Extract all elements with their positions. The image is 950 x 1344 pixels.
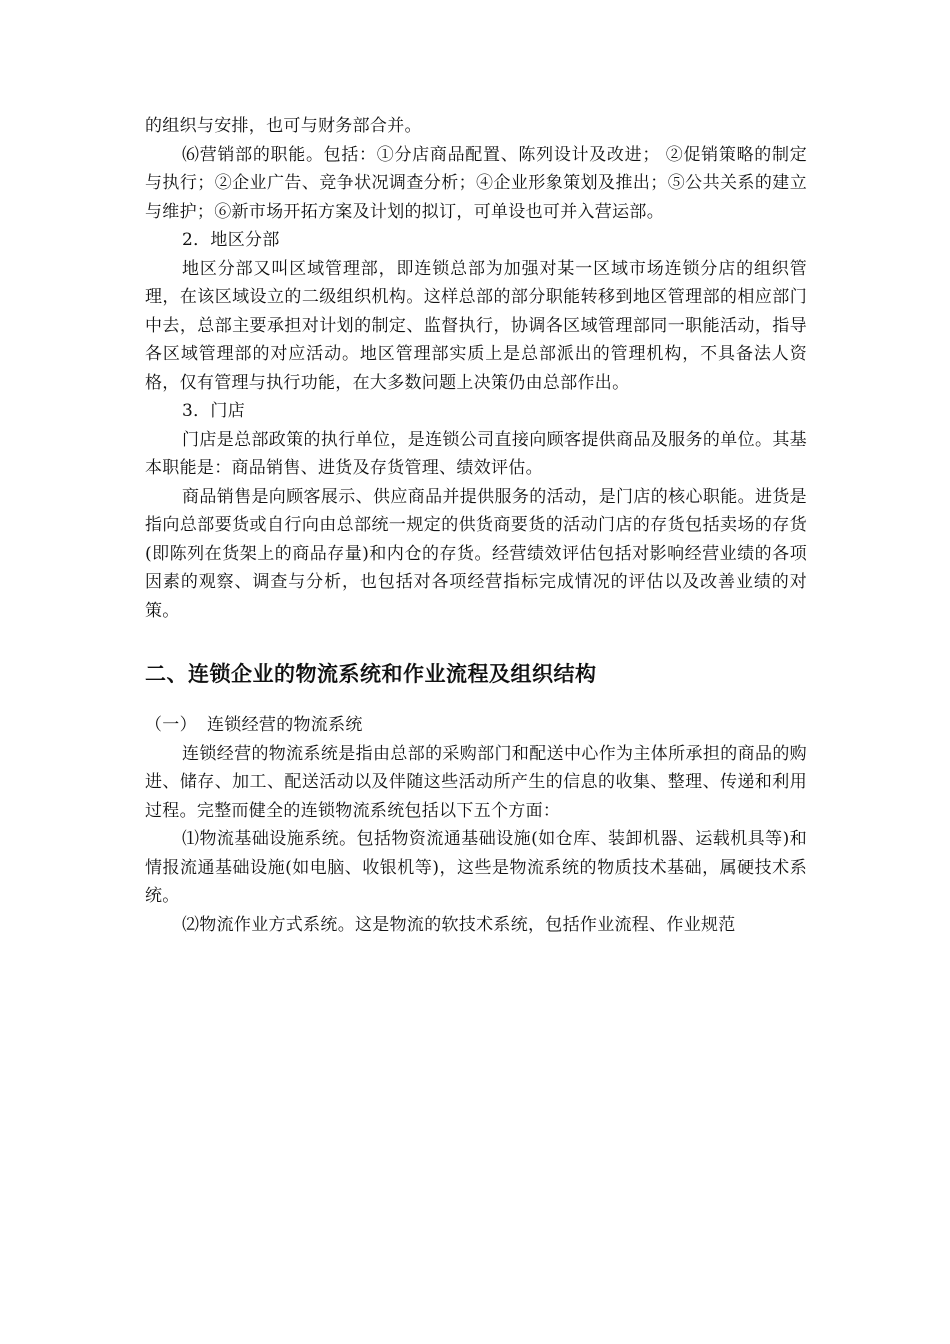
p-logistics-intro: 连锁经营的物流系统是指由总部的采购部门和配送中心作为主体所承担的商品的购进、储存、加工、配送活动以及伴随这些活动所产生的信息的收集、整理、传递和利用过程。完整而健全的连锁物流系统包括以下五个方面： [145,743,807,821]
p-continuation: 的组织与安排，也可与财务部合并。 [145,116,422,136]
document-page [145,112,807,939]
sub-title-number: （一） [145,715,197,735]
p-logistics-1: ⑴物流基础设施系统。包括物资流通基础设施(如仓库、装卸机器、运载机具等)和情报流通基础设施(如电脑、收银机等)，这些是物流系统的物质技术基础，属硬技术系统。 [145,829,807,906]
p-regional: 地区分部又叫区域管理部，即连锁总部为加强对某一区域市场连锁分店的组织管理，在该区域设立的二级组织机构。这样总部的部分职能转移到地区管理部的相应部门中去，总部主要承担对计划的制定、监督执行，协调各区域管理部同一职能活动，指导各区域管理部的对应活动。地区管理部实质上是总部派出的管理机构，不具备法人资格，仅有管理与执行功能，在大多数问题上决策仍由总部作出。 [145,258,807,393]
p-heading-regional: 2．地区分部 [182,230,280,250]
p-marketing: ⑹营销部的职能。包括：①分店商品配置、陈列设计及改进； ②促销策略的制定与执行；②企业广告、竞争状况调查分析；④企业形象策划及推出；⑤公共关系的建立与维护；⑥新市场开拓方案及计划的拟订，可单设也可并入营运部。 [145,144,807,222]
body-text-part1 [145,112,807,625]
sub-title-text: 连锁经营的物流系统 [207,715,363,735]
section-title: 二、连锁企业的物流系统和作业流程及组织结构 [145,661,597,686]
p-store-detail: 商品销售是向顾客展示、供应商品并提供服务的活动，是门店的核心职能。进货是指向总部要货或自行向由总部统一规定的供货商要货的活动门店的存货包括卖场的存货(即陈列在货架上的商品存量)和内仓的存货。经营绩效评估包括对影响经营业绩的各项因素的观察、调查与分析，也包括对各项经营指标完成情况的评估以及改善业绩的对策。 [145,486,807,621]
p-heading-store: 3．门店 [182,401,246,421]
sub-title [145,711,807,740]
p-logistics-2: ⑵物流作业方式系统。这是物流的软技术系统，包括作业流程、作业规范 [182,914,736,935]
p-store: 门店是总部政策的执行单位，是连锁公司直接向顾客提供商品及服务的单位。其基本职能是：商品销售、进货及存货管理、绩效评估。 [145,429,807,478]
body-text-part2 [145,740,807,940]
